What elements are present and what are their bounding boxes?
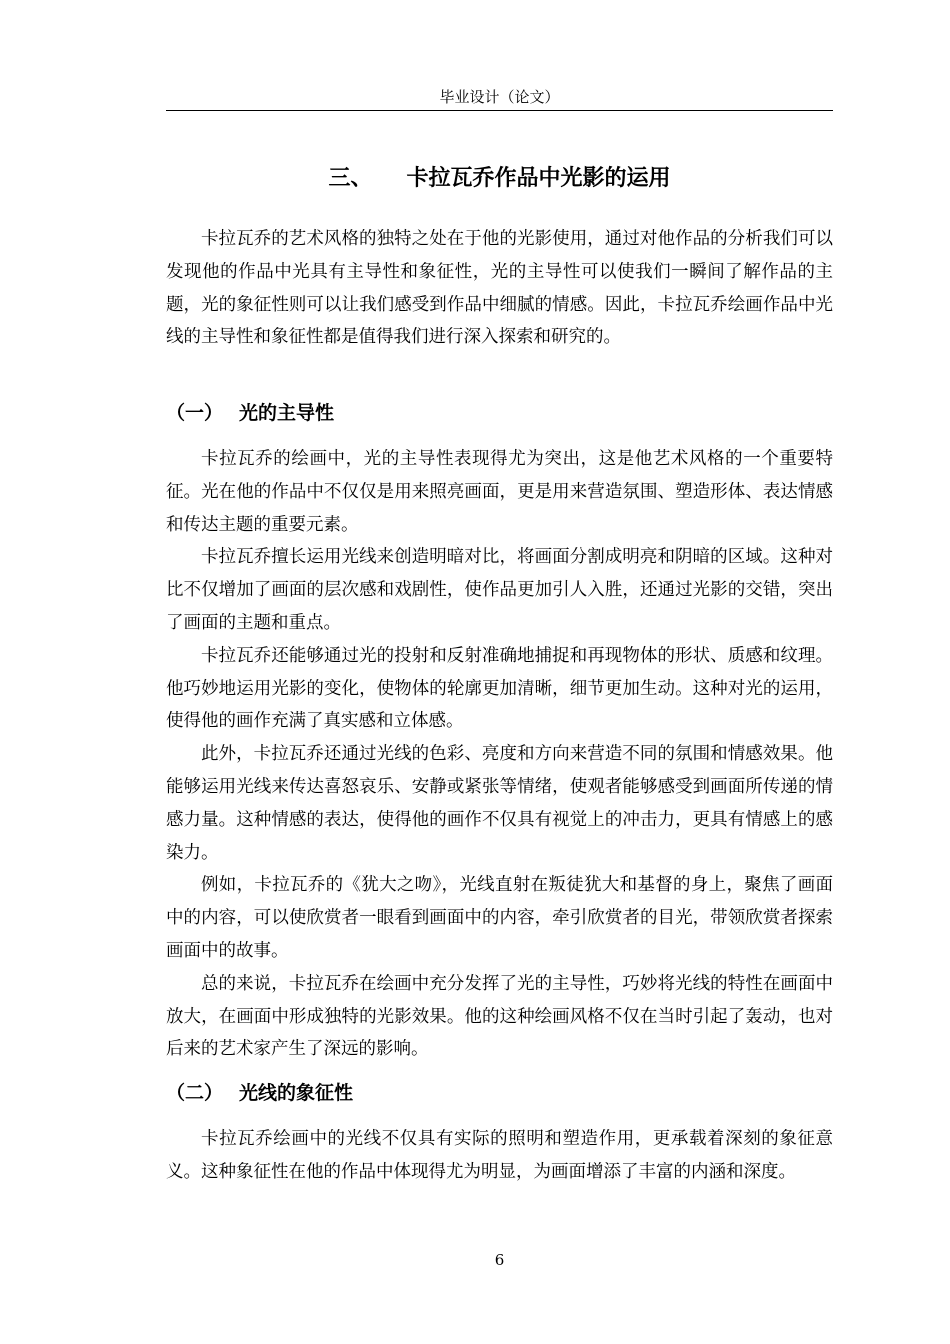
paragraph: 例如，卡拉瓦乔的《犹大之吻》，光线直射在叛徒犹大和基督的身上，聚焦了画面中的内容，可以使欣赏者一眼看到画面中的内容，牵引欣赏者的目光，带领欣赏者探索画面中的故事。 xyxy=(166,875,833,961)
paragraph: 总的来说，卡拉瓦乔在绘画中充分发挥了光的主导性，巧妙将光线的特性在画面中放大，在画面中形成独特的光影效果。他的这种绘画风格不仅在当时引起了轰动，也对后来的艺术家产生了深远的影响。 xyxy=(166,973,833,1060)
section-heading-1 xyxy=(166,398,833,428)
section-1-text xyxy=(166,443,833,1066)
section-title: 光线的象征性 xyxy=(239,1082,354,1104)
running-header: 毕业设计（论文） xyxy=(439,88,560,106)
paragraph: 此外，卡拉瓦乔还通过光线的色彩、亮度和方向来营造不同的氛围和情感效果。他能够运用光线来传达喜怒哀乐、安静或紧张等情绪，使观者能够感受到画面所传递的情感力量。这种情感的表达，使得他的画作不仅具有视觉上的冲击力，更具有情感上的感染力。 xyxy=(166,744,833,863)
section-heading-2 xyxy=(166,1078,833,1108)
paragraph: 卡拉瓦乔的艺术风格的独特之处在于他的光影使用，通过对他作品的分析我们可以发现他的作品中光具有主导性和象征性，光的主导性可以使我们一瞬间了解作品的主题，光的象征性则可以让我们感受到作品中细腻的情感。因此，卡拉瓦乔绘画作品中光线的主导性和象征性都是值得我们进行深入探索和研究的。 xyxy=(166,229,833,348)
paragraph: 卡拉瓦乔擅长运用光线来创造明暗对比，将画面分割成明亮和阴暗的区域。这种对比不仅增加了画面的层次感和戏剧性，使作品更加引人入胜，还通过光影的交错，突出了画面的主题和重点。 xyxy=(166,547,833,633)
page-number: 6 xyxy=(494,1251,505,1269)
intro-text xyxy=(166,223,833,354)
chapter-title-text: 卡拉瓦乔作品中光影的运用 xyxy=(406,166,671,191)
paragraph: 卡拉瓦乔还能够通过光的投射和反射准确地捕捉和再现物体的形状、质感和纹理。他巧妙地运用光影的变化，使物体的轮廓更加清晰，细节更加生动。这种对光的运用，使得他的画作充满了真实感和立体感。 xyxy=(166,645,833,732)
chapter-number: 三、 xyxy=(328,166,373,191)
section-2-text xyxy=(166,1123,833,1189)
header-rule xyxy=(166,110,833,111)
section-number: （二） xyxy=(166,1082,224,1104)
paragraph: 卡拉瓦乔的绘画中，光的主导性表现得尤为突出，这是他艺术风格的一个重要特征。光在他的作品中不仅仅是用来照亮画面，更是用来营造氛围、塑造形体、表达情感和传达主题的重要元素。 xyxy=(166,449,833,535)
paragraph: 卡拉瓦乔绘画中的光线不仅具有实际的照明和塑造作用，更承载着深刻的象征意义。这种象征性在他的作品中体现得尤为明显，为画面增添了丰富的内涵和深度。 xyxy=(166,1129,833,1182)
section-number: （一） xyxy=(166,402,224,424)
chapter-title xyxy=(166,163,833,195)
section-title: 光的主导性 xyxy=(239,402,335,424)
